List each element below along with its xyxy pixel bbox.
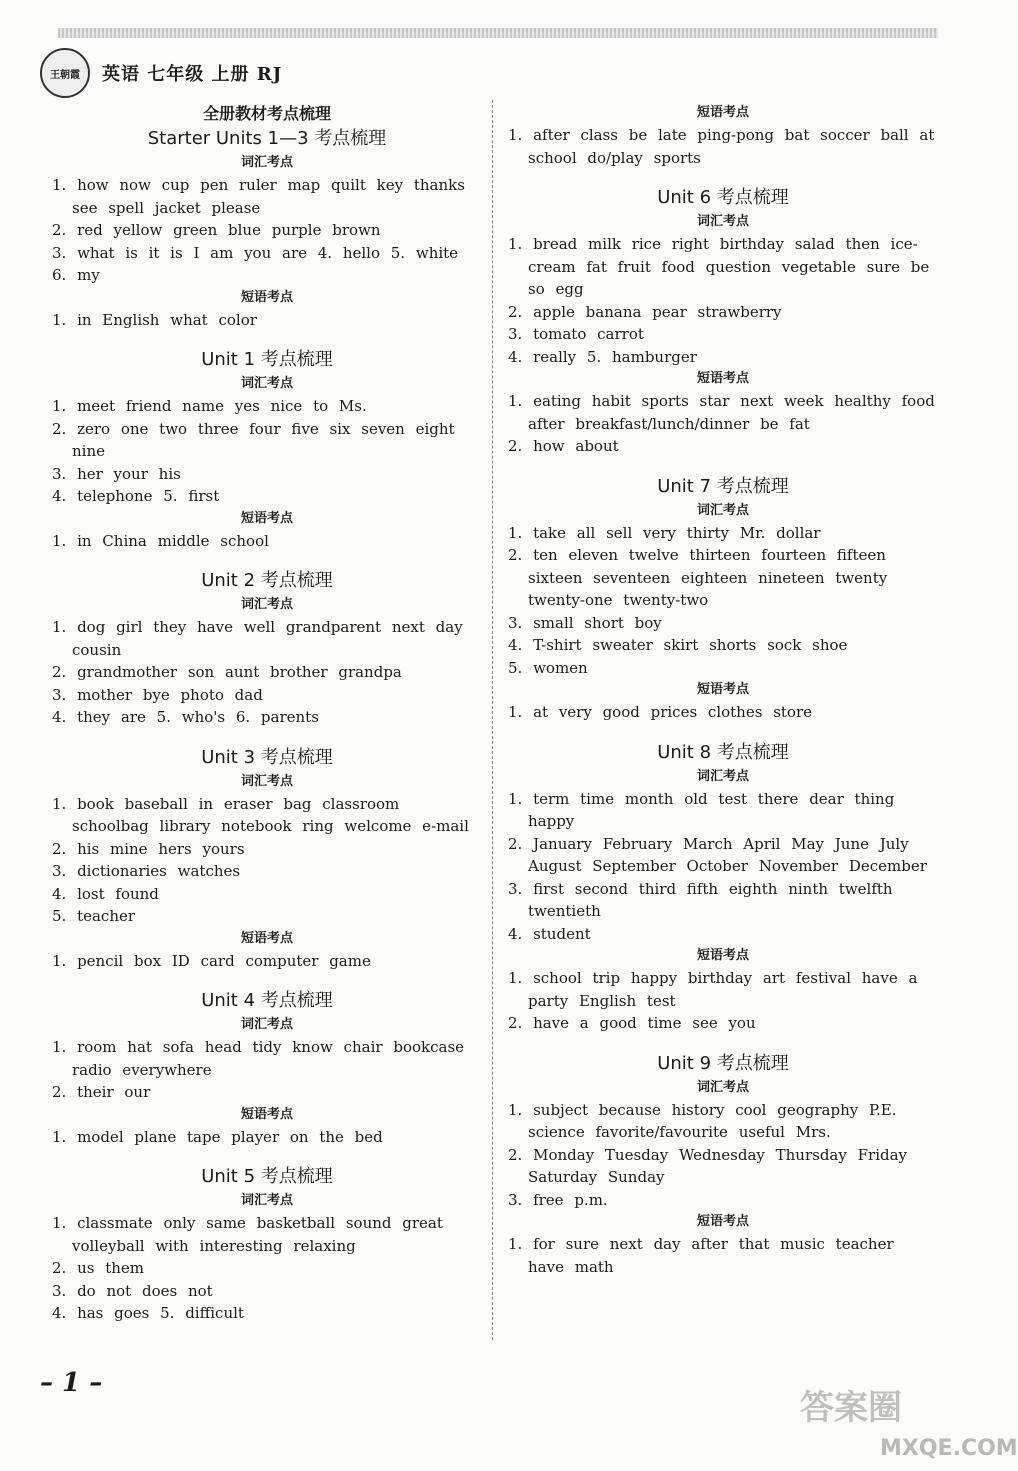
- list-item: 2. how about: [508, 437, 619, 455]
- unit-title-6: Unit 6 考点梳理: [657, 187, 789, 208]
- list-item: 1. for sure next day after that music teacher have math: [508, 1235, 894, 1276]
- list-item: 4. lost found: [52, 884, 159, 903]
- unit-title-1: Unit 1 考点梳理: [201, 349, 333, 370]
- list-item: 3. her your his: [52, 464, 181, 483]
- list-item: 4. really 5. hamburger: [508, 347, 697, 366]
- page-title: 全册教材考点梳理: [202, 104, 331, 123]
- list-item: 1. in China middle school: [52, 531, 269, 550]
- list-item: 6. my: [52, 266, 100, 284]
- phrase-label: 短语考点: [696, 682, 749, 697]
- right-column: [508, 102, 938, 1278]
- list-item: 2. zero one two three four five six seven eight nine: [52, 419, 455, 460]
- list-item: 1. subject because history cool geography P.E. science favorite/favourite useful Mrs.: [508, 1100, 897, 1141]
- list-item: 2. red yellow green blue purple brown: [52, 221, 381, 239]
- list-item: 1. school trip happy birthday art festival have a party English test: [508, 969, 918, 1010]
- list-item: 3. free p.m.: [508, 1190, 608, 1209]
- list-item: 2. us them: [52, 1259, 144, 1277]
- left-column: [52, 102, 482, 1325]
- list-item: 1. in English what color: [52, 310, 257, 329]
- list-item: 1. at very good prices clothes store: [508, 703, 812, 721]
- vocab-label: 词汇考点: [240, 597, 293, 612]
- phrase-label: 短语考点: [696, 105, 749, 120]
- list-item: 4. they are 5. who's 6. parents: [52, 708, 319, 726]
- vocab-label: 词汇考点: [240, 155, 293, 170]
- list-item: 2. their our: [52, 1083, 151, 1101]
- header-title: 英语 七年级 上册 RJ: [102, 64, 283, 85]
- list-item: 1. eating habit sports star next week healthy food after breakfast/lunch/dinner be fat: [508, 392, 935, 433]
- list-item: 1. room hat sofa head tidy know chair bookcase radio everywhere: [52, 1038, 465, 1079]
- list-item: 1. classmate only same basketball sound great volleyball with interesting relaxing: [52, 1214, 443, 1255]
- list-item: 5. teacher: [52, 907, 136, 925]
- vocab-label: 词汇考点: [240, 376, 293, 391]
- phrase-label: 短语考点: [240, 1106, 293, 1122]
- list-item: 3. mother bye photo dad: [52, 685, 263, 704]
- vocab-label: 词汇考点: [696, 214, 749, 229]
- list-item: 2. Monday Tuesday Wednesday Thursday Friday Saturday Sunday: [508, 1145, 908, 1186]
- list-item: 2. January February March April May June July August September October November December: [508, 834, 927, 875]
- list-item: 2. grandmother son aunt brother grandpa: [52, 663, 402, 681]
- phrase-label: 短语考点: [240, 289, 293, 305]
- page-header: [40, 46, 970, 100]
- list-item: 3. do not does not: [52, 1281, 213, 1300]
- unit-title-7: Unit 7 考点梳理: [657, 475, 789, 497]
- unit-title-2: Unit 2 考点梳理: [201, 570, 333, 591]
- page-number: – 1 –: [40, 1368, 103, 1398]
- list-item: 3. small short boy: [508, 613, 662, 632]
- unit-title-3: Unit 3 考点梳理: [201, 746, 333, 768]
- phrase-label: 短语考点: [696, 371, 749, 386]
- vocab-label: 词汇考点: [696, 768, 749, 784]
- list-item: 3. tomato carrot: [508, 325, 644, 343]
- list-item: 4. has goes 5. difficult: [52, 1304, 244, 1322]
- list-item: 1. dog girl they have well grandparent next day cousin: [52, 618, 463, 659]
- column-divider: [492, 100, 493, 1340]
- phrase-label: 短语考点: [696, 1214, 749, 1229]
- list-item: 1. take all sell very thirty Mr. dollar: [508, 523, 821, 542]
- list-item: 1. book baseball in eraser bag classroom schoolbag library notebook ring welcome e-mail: [52, 794, 469, 835]
- watermark-logo: 答案圈: [800, 1388, 902, 1428]
- list-item: 1. term time month old test there dear thing happy: [508, 789, 895, 830]
- list-item: 2. have a good time see you: [508, 1014, 756, 1032]
- list-item: 1. pencil box ID card computer game: [52, 951, 371, 970]
- list-item: 4. student: [508, 924, 591, 943]
- list-item: 5. women: [508, 658, 588, 677]
- list-item: 2. apple banana pear strawberry: [508, 302, 782, 321]
- vocab-label: 词汇考点: [240, 1017, 293, 1032]
- list-item: 3. dictionaries watches: [52, 862, 241, 880]
- unit-title-5: Unit 5 考点梳理: [201, 1166, 333, 1187]
- list-item: 1. model plane tape player on the bed: [52, 1127, 383, 1146]
- list-item: 3. first second third fifth eighth ninth twelfth twentieth: [508, 879, 893, 920]
- vocab-label: 词汇考点: [240, 773, 293, 789]
- list-item: 4. T-shirt sweater skirt shorts sock shoe: [508, 636, 848, 654]
- list-item: 4. telephone 5. first: [52, 487, 220, 505]
- unit-title-starter: Starter Units 1—3 考点梳理: [147, 128, 387, 149]
- list-item: 1. bread milk rice right birthday salad then ice-cream fat fruit food question vegetable sure be so egg: [508, 235, 930, 298]
- phrase-label: 短语考点: [240, 930, 293, 946]
- header-decoration: [58, 28, 938, 38]
- unit-title-8: Unit 8 考点梳理: [657, 741, 789, 763]
- list-item: 1. how now cup pen ruler map quilt key thanks see spell jacket please: [52, 176, 465, 217]
- unit-title-4: Unit 4 考点梳理: [201, 990, 333, 1011]
- vocab-label: 词汇考点: [240, 1193, 293, 1208]
- vocab-label: 词汇考点: [696, 502, 749, 518]
- phrase-label: 短语考点: [240, 510, 293, 526]
- list-item: 1. meet friend name yes nice to Ms.: [52, 397, 367, 415]
- phrase-label: 短语考点: [696, 948, 749, 963]
- list-item: 2. his mine hers yours: [52, 839, 245, 858]
- watermark-url: MXQE.COM: [880, 1436, 1018, 1461]
- list-item: 3. what is it is I am you are 4. hello 5. white: [52, 243, 459, 262]
- list-item: 2. ten eleven twelve thirteen fourteen fifteen sixteen seventeen eighteen nineteen twenty twenty-one twenty-two: [508, 546, 888, 609]
- list-item: 1. after class be late ping-pong bat soccer ball at school do/play sports: [508, 126, 935, 167]
- publisher-logo: 王朝霞: [40, 48, 90, 98]
- unit-title-9: Unit 9 考点梳理: [657, 1052, 789, 1074]
- vocab-label: 词汇考点: [696, 1079, 749, 1095]
